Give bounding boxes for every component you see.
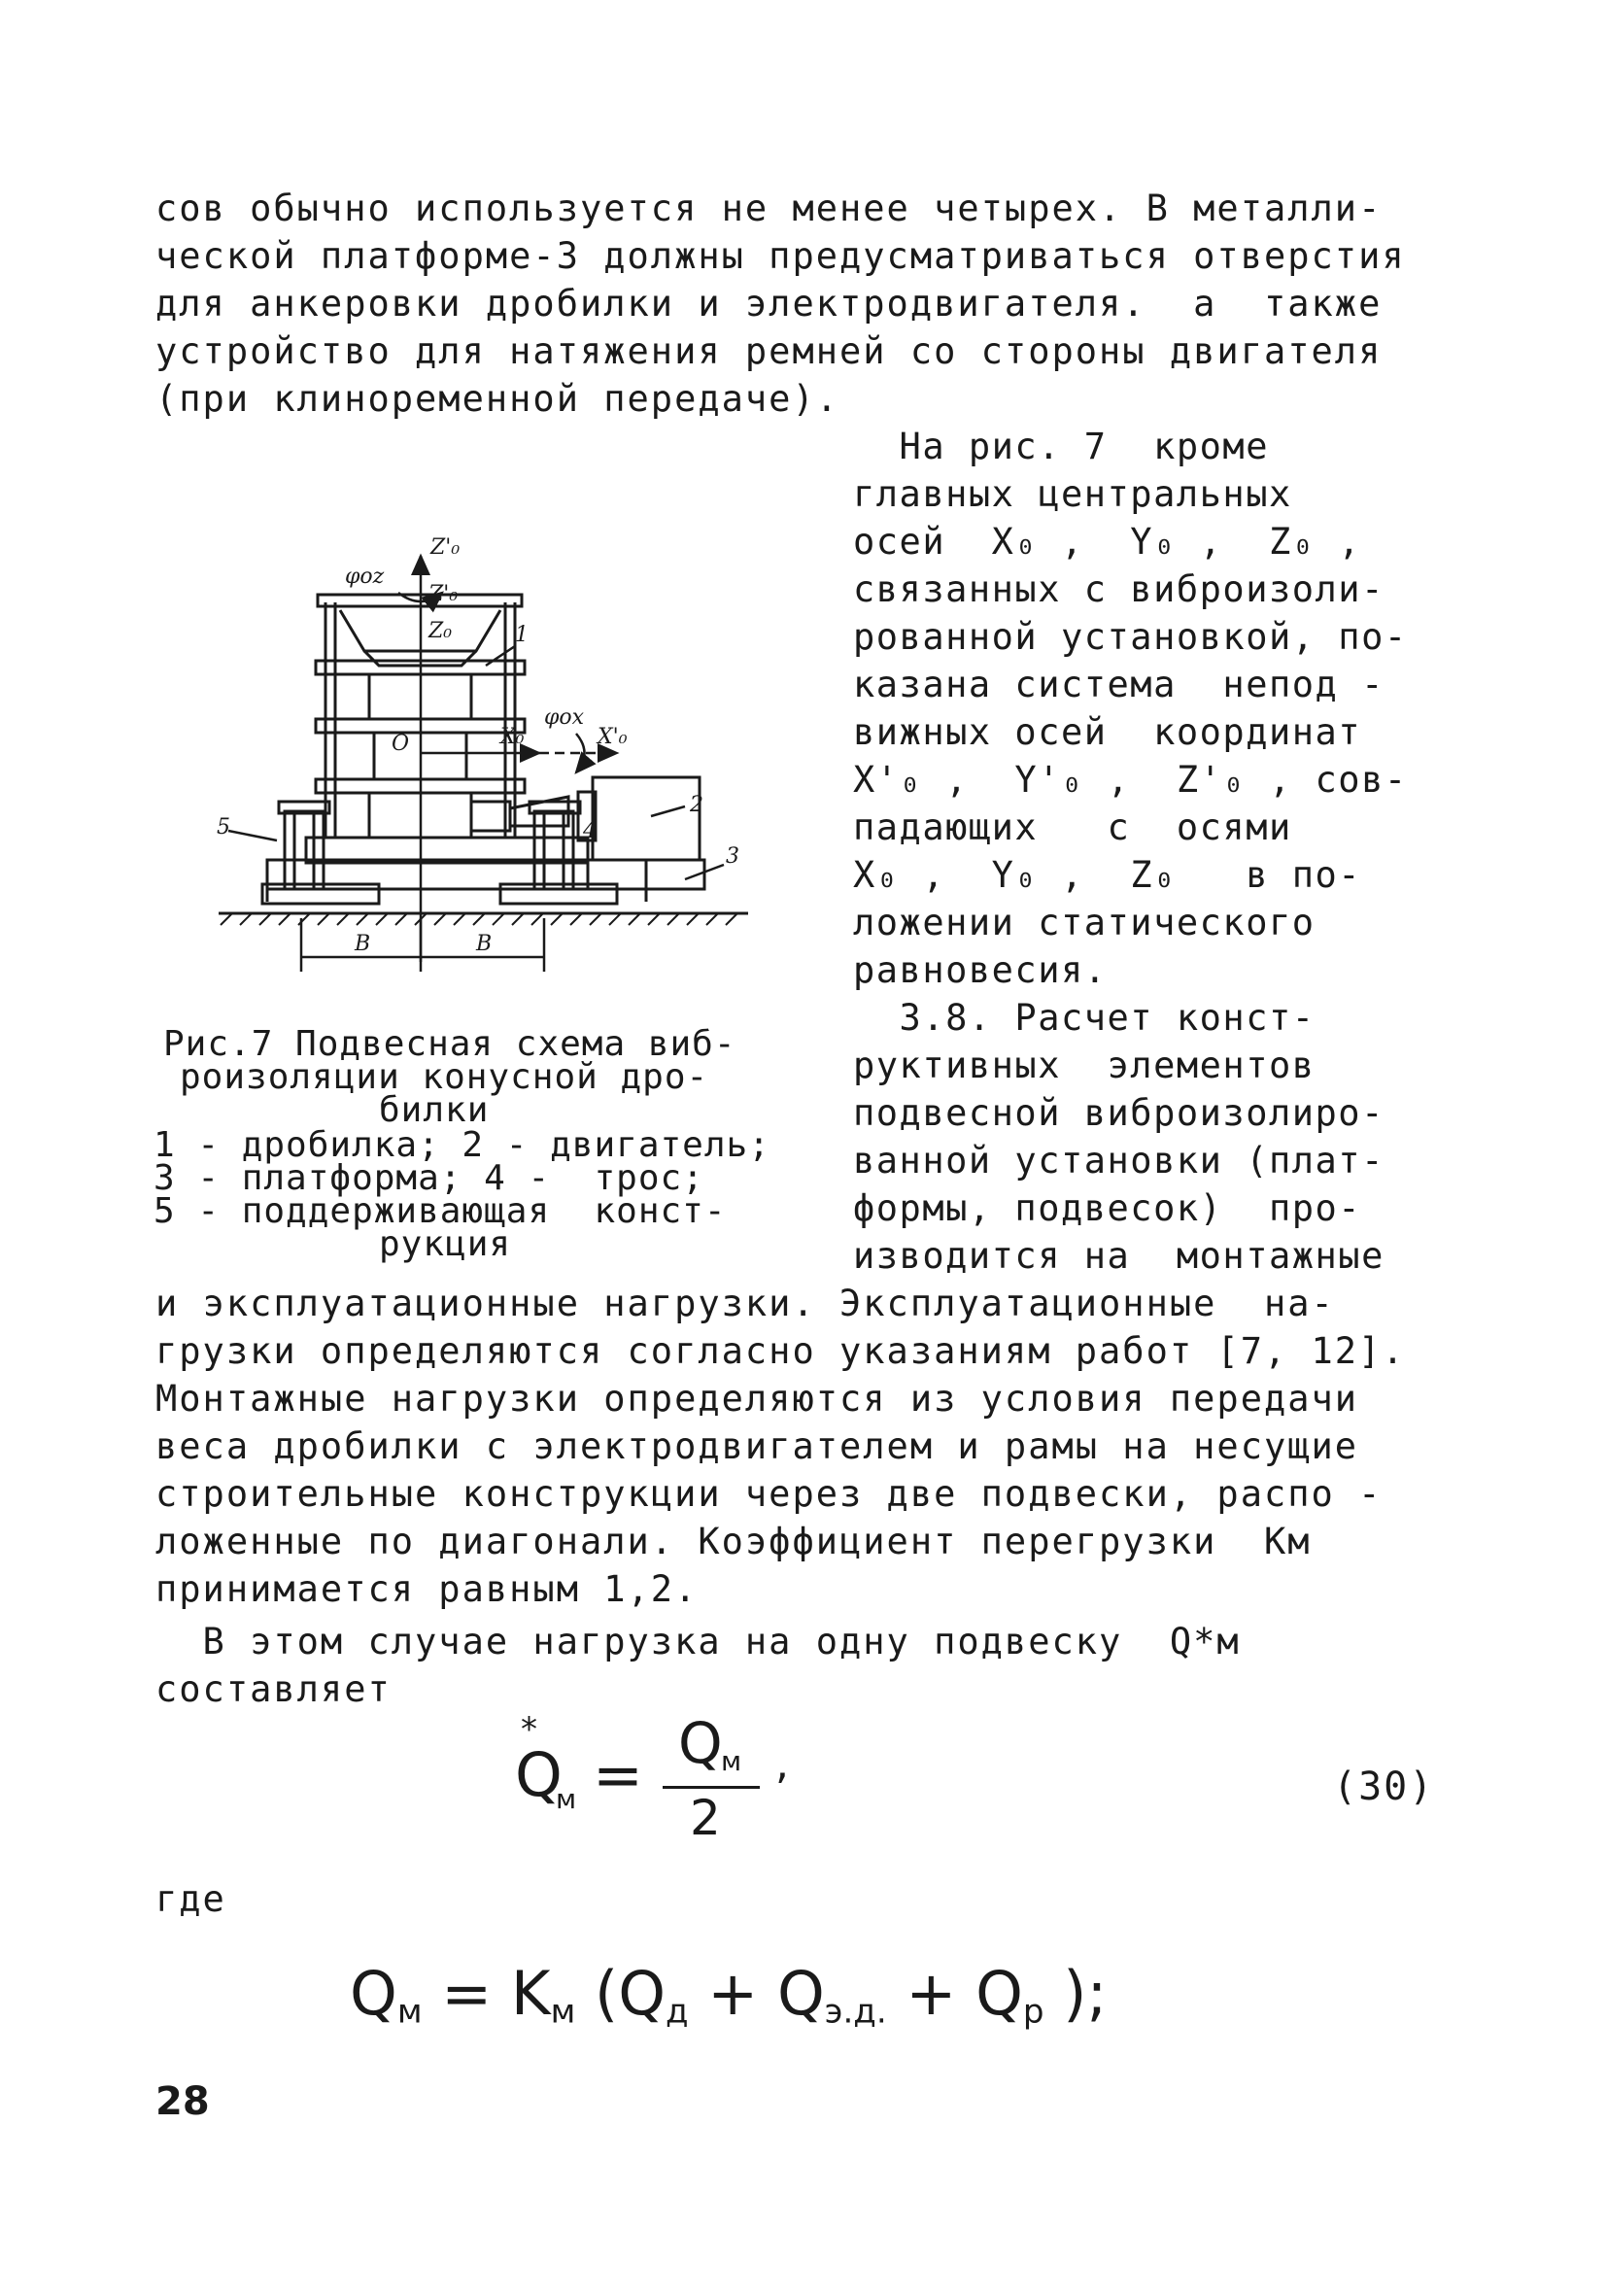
text-line: X'₀ , Y'₀ , Z'₀ , сов- xyxy=(853,759,1408,801)
text-line: и эксплуатационные нагрузки. Эксплуатационные на- xyxy=(155,1283,1335,1324)
formula-lhs: Q xyxy=(515,1739,563,1810)
text-line: казана система непод - xyxy=(853,664,1385,705)
formula-denominator: 2 xyxy=(690,1790,721,1846)
text-line: ванной установки (плат- xyxy=(853,1140,1385,1182)
qm-q: Q xyxy=(350,1958,397,2029)
formula-numerator-sub: м xyxy=(721,1745,742,1777)
qm-ed-sub: э.д. xyxy=(824,1992,887,2032)
text-line: принимается равным 1,2. xyxy=(155,1568,699,1610)
text-line: для анкеровки дробилки и электродвигателя. а также xyxy=(155,283,1383,325)
text-line: равновесия. xyxy=(853,949,1108,991)
qm-open: (Q xyxy=(595,1958,667,2029)
caption-line: рукция xyxy=(379,1224,512,1264)
text-line: рованной установкой, по- xyxy=(853,616,1408,658)
text-line: составляет xyxy=(155,1668,392,1710)
formula-numerator: Q xyxy=(678,1710,723,1776)
text-line: главных центральных xyxy=(853,473,1292,515)
label-phi-oz: φoz xyxy=(345,565,385,589)
label-phi-ox: φox xyxy=(544,705,585,730)
label-3: 3 xyxy=(726,844,739,869)
caption-line: Рис.7 Подвесная схема виб- xyxy=(163,1024,736,1064)
label-x0: X₀ xyxy=(500,725,525,749)
text-line: X₀ , Y₀ , Z₀ в по- xyxy=(853,854,1362,896)
caption-line: 1 - дробилка; 2 - двигатель; xyxy=(154,1125,770,1165)
qm-plus2: + Q xyxy=(906,1958,1023,2029)
text-line: В этом случае нагрузка на одну подвеску Q*м xyxy=(155,1621,1241,1662)
label-z0-prime-top: Z'₀ xyxy=(430,535,461,560)
formula-30 xyxy=(496,1710,816,1846)
text-line: устройство для натяжения ремней со стороны двигателя xyxy=(155,330,1383,372)
text-line: руктивных элементов xyxy=(853,1045,1316,1086)
figure-7-drawing xyxy=(209,534,758,981)
equation-number: (30) xyxy=(1333,1765,1435,1809)
formula-lhs-sub: м xyxy=(556,1783,577,1815)
text-line: ложенные по диагонали. Коэффициент перегрузки Kм xyxy=(155,1521,1312,1562)
text-line: строительные конструкции через две подвески, распо - xyxy=(155,1473,1383,1515)
text-line: сов обычно используется не менее четырех. В металли- xyxy=(155,188,1383,229)
label-x0-prime: X'₀ xyxy=(598,725,628,749)
text-line: 3.8. Расчет конст- xyxy=(853,997,1316,1039)
caption-line: 5 - поддерживающая конст- xyxy=(154,1191,727,1231)
text-line: ложении статического xyxy=(853,902,1316,943)
qm-q-sub: м xyxy=(396,1992,423,2032)
label-1: 1 xyxy=(515,623,529,647)
caption-line: роизоляции конусной дро- xyxy=(180,1057,709,1097)
text-line: (при клиноременной передаче). xyxy=(155,378,840,420)
text-line: грузки определяются согласно указаниям работ [7, 12]. xyxy=(155,1330,1406,1372)
text-line: связанных с виброизоли- xyxy=(853,568,1385,610)
label-z0: Z₀ xyxy=(428,619,453,643)
qm-eq-k: = K xyxy=(441,1958,551,2029)
text-line: На рис. 7 кроме xyxy=(853,426,1269,467)
text-line: формы, подвесок) про- xyxy=(853,1187,1362,1229)
caption-line: билки xyxy=(379,1090,490,1130)
caption-line: 3 - платформа; 4 - трос; xyxy=(154,1158,704,1198)
page-number: 28 xyxy=(155,2079,210,2124)
qm-d-sub: д xyxy=(666,1992,689,2032)
qm-close: ); xyxy=(1063,1958,1108,2029)
label-5: 5 xyxy=(217,815,230,840)
where-word: где xyxy=(155,1878,226,1920)
text-line: вижных осей координат xyxy=(853,711,1362,753)
ground-hatching xyxy=(221,913,737,925)
qm-p-sub: р xyxy=(1022,1992,1044,2032)
qm-k-sub: м xyxy=(550,1992,576,2032)
qm-plus1: + Q xyxy=(707,1958,825,2029)
label-2: 2 xyxy=(690,793,703,817)
text-line: Монтажные нагрузки определяются из условия передачи xyxy=(155,1378,1359,1420)
label-z0-prime-mid: Z'₀ xyxy=(428,582,459,606)
text-line: ческой платформе-3 должны предусматриваться отверстия xyxy=(155,235,1406,277)
fraction-bar xyxy=(663,1786,760,1789)
text-line: осей X₀ , Y₀ , Z₀ , xyxy=(853,521,1362,563)
formula-qm xyxy=(350,1958,1108,2045)
formula-comma: , xyxy=(775,1739,789,1789)
text-line: веса дробилки с электродвигателем и рамы на несущие xyxy=(155,1425,1359,1467)
label-o: O xyxy=(392,732,410,756)
text-line: падающих с осями xyxy=(853,806,1292,848)
text-line: подвесной виброизолиро- xyxy=(853,1092,1385,1134)
formula-equals: = xyxy=(593,1739,643,1810)
label-b-right: B xyxy=(476,932,493,956)
text-line: изводится на монтажные xyxy=(853,1235,1385,1277)
label-4: 4 xyxy=(583,819,597,843)
label-b-left: B xyxy=(355,932,371,956)
formula-star: * xyxy=(521,1710,537,1749)
